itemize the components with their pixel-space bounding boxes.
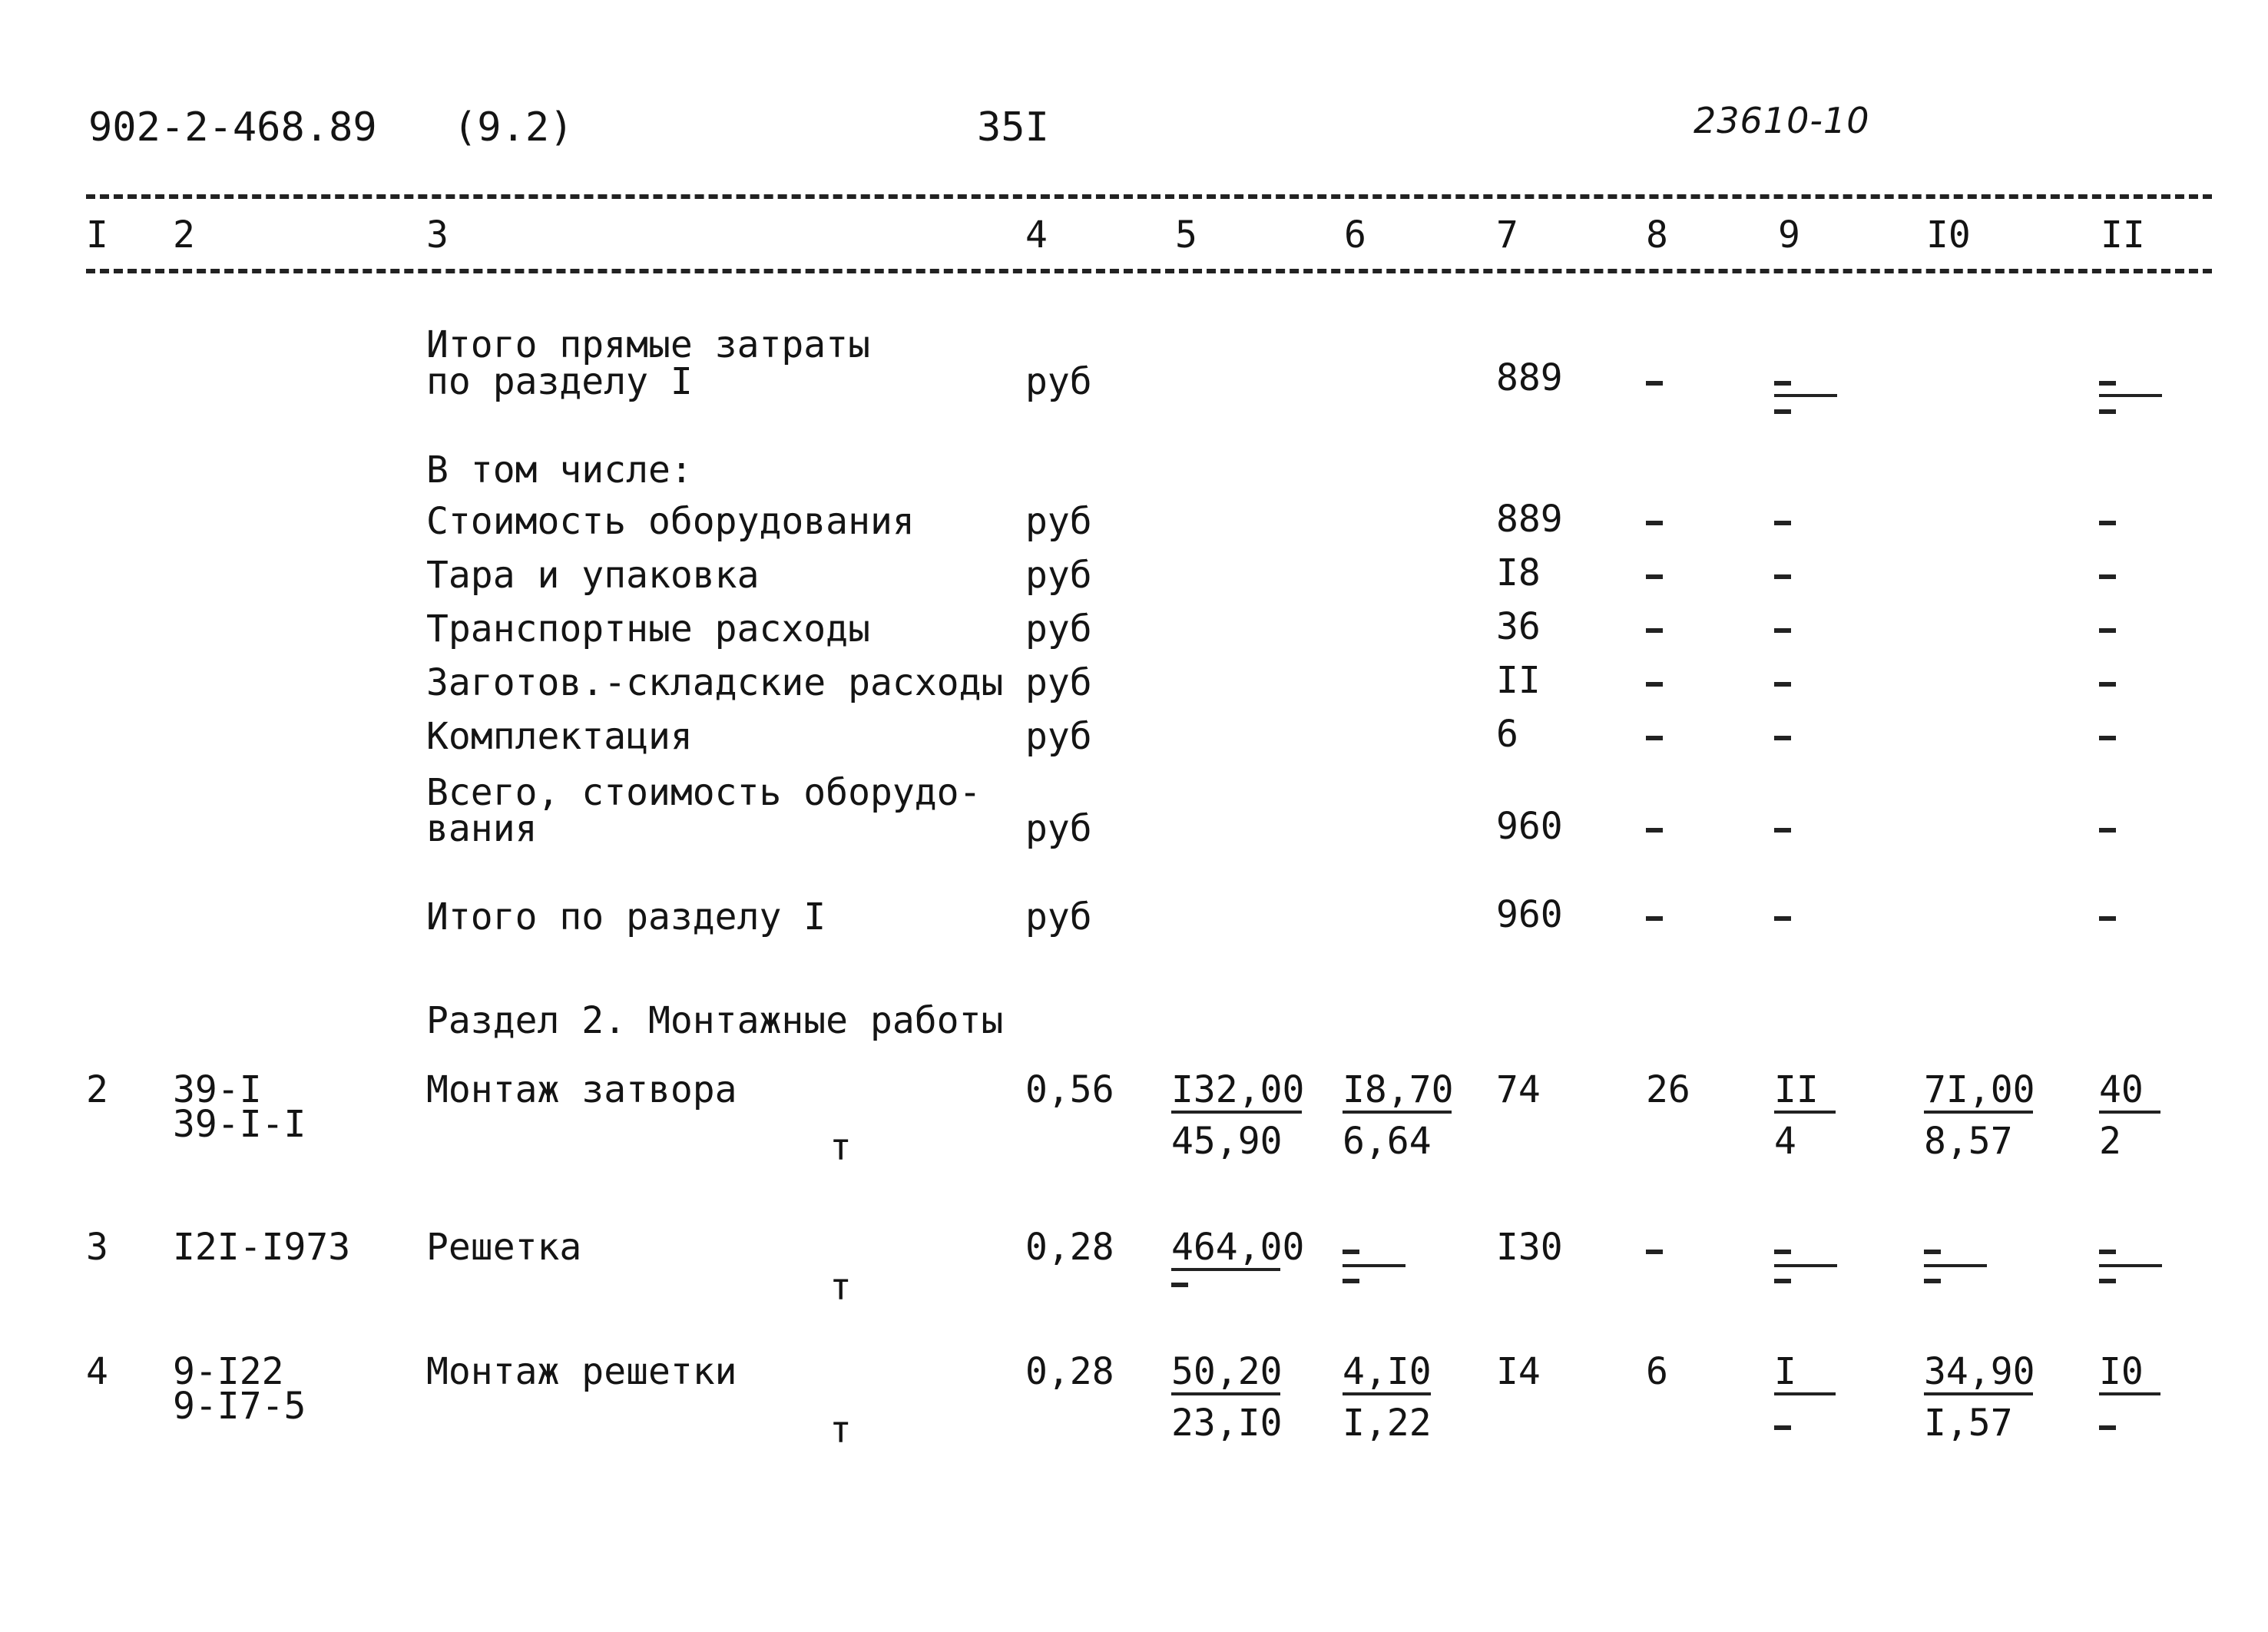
item-col7: I4 <box>1496 1350 1541 1393</box>
item-col10-top: 7I,00 <box>1924 1068 2035 1111</box>
dash-mark <box>2099 1425 2116 1430</box>
dash-mark <box>1774 521 1791 525</box>
item-col9-top: II <box>1774 1068 1819 1111</box>
item-number: 4 <box>86 1350 108 1393</box>
section-reference: (9.2) <box>453 104 574 151</box>
dash-mark <box>1646 682 1663 687</box>
dash-mark <box>1343 1250 1359 1254</box>
summary-row-name: Транспортные расходы <box>426 607 870 650</box>
item-col9-top: I <box>1774 1350 1796 1393</box>
dash-mark <box>1774 916 1791 921</box>
item-col10-bottom: I,57 <box>1924 1402 2013 1445</box>
item-col8: 26 <box>1646 1068 1690 1111</box>
dash-mark <box>1774 828 1791 833</box>
header-bottom-rule <box>86 269 2212 273</box>
dash-mark <box>1774 409 1791 414</box>
dash-mark <box>2099 574 2116 579</box>
total-equipment-value: 960 <box>1496 805 1563 848</box>
document-code: 902-2-468.89 <box>88 104 377 151</box>
dash-mark <box>1774 574 1791 579</box>
item-col10-bottom: 8,57 <box>1924 1120 2013 1163</box>
total-equipment-label-line2: вания <box>426 807 538 850</box>
total-direct-label-line2: по разделу I <box>426 360 693 403</box>
item-code: 9-I22 <box>173 1350 284 1393</box>
fraction-bar <box>1774 1392 1836 1395</box>
dash-mark <box>1924 1264 1987 1267</box>
dash-mark <box>1171 1283 1188 1287</box>
dash-mark <box>1646 916 1663 921</box>
summary-row-value: 36 <box>1496 605 1541 648</box>
dash-mark <box>2099 521 2116 525</box>
header-top-rule <box>86 194 2212 199</box>
fraction-bar <box>1924 1392 2033 1395</box>
dash-mark <box>1646 381 1663 386</box>
section-total-label: Итого по разделу I <box>426 895 826 938</box>
item-code-secondary: 39-I-I <box>173 1103 306 1146</box>
dash-mark <box>1924 1279 1941 1283</box>
item-code: 39-I <box>173 1068 262 1111</box>
item-col9-bottom: 4 <box>1774 1120 1796 1163</box>
item-col8: 6 <box>1646 1350 1668 1393</box>
dash-mark <box>1924 1250 1941 1254</box>
dash-mark <box>1646 574 1663 579</box>
dash-mark <box>1774 682 1791 687</box>
item-unit: т <box>829 1266 852 1309</box>
column-header-11: II <box>2101 214 2145 257</box>
item-name: Решетка <box>426 1226 582 1269</box>
summary-row-unit: руб <box>1025 607 1092 650</box>
item-quantity: 0,56 <box>1025 1068 1114 1111</box>
fraction-bar <box>1774 1111 1836 1114</box>
summary-row-name: Тара и упаковка <box>426 554 760 597</box>
section-total-unit: руб <box>1025 895 1092 938</box>
total-direct-value: 889 <box>1496 356 1563 399</box>
item-unit: т <box>829 1409 852 1452</box>
item-number: 3 <box>86 1226 108 1269</box>
section-total-value: 960 <box>1496 893 1563 936</box>
item-quantity: 0,28 <box>1025 1350 1114 1393</box>
column-header-1: I <box>86 214 108 257</box>
dash-mark <box>1646 628 1663 633</box>
dash-mark <box>1774 381 1791 386</box>
dash-mark <box>2099 828 2116 833</box>
item-quantity: 0,28 <box>1025 1226 1114 1269</box>
total-direct-unit: руб <box>1025 360 1092 403</box>
dash-mark <box>1774 736 1791 740</box>
item-col7: 74 <box>1496 1068 1541 1111</box>
summary-row-name: Стоимость оборудования <box>426 500 915 543</box>
item-unit: т <box>829 1126 852 1169</box>
item-code: I2I-I973 <box>173 1226 351 1269</box>
item-col5-top: 464,00 <box>1171 1226 1305 1269</box>
column-header-6: 6 <box>1344 214 1366 257</box>
fraction-bar <box>1924 1111 2033 1114</box>
column-header-2: 2 <box>173 214 195 257</box>
dash-mark <box>1343 1264 1405 1267</box>
dash-mark <box>2099 682 2116 687</box>
dash-mark <box>2099 916 2116 921</box>
dash-mark <box>2099 628 2116 633</box>
including-label: В том числе: <box>426 449 693 492</box>
fraction-bar <box>1343 1111 1452 1114</box>
item-col5-bottom: 45,90 <box>1171 1120 1283 1163</box>
item-col5-bottom: 23,I0 <box>1171 1402 1283 1445</box>
dash-mark <box>1774 394 1837 397</box>
dash-mark <box>2099 409 2116 414</box>
item-col6-top: 4,I0 <box>1343 1350 1432 1393</box>
item-name: Монтаж решетки <box>426 1350 737 1393</box>
summary-row-unit: руб <box>1025 554 1092 597</box>
fraction-bar <box>2099 1111 2160 1114</box>
section2-title: Раздел 2. Монтажные работы <box>426 999 1004 1042</box>
summary-row-unit: руб <box>1025 715 1092 758</box>
item-col7: I30 <box>1496 1226 1563 1269</box>
page-number: 35I <box>977 104 1049 151</box>
dash-mark <box>2099 381 2116 386</box>
dash-mark <box>1646 521 1663 525</box>
archive-number: 23610-10 <box>1694 100 1870 141</box>
fraction-bar <box>1171 1111 1302 1114</box>
item-col10-top: 34,90 <box>1924 1350 2035 1393</box>
item-col6-bottom: 6,64 <box>1343 1120 1432 1163</box>
summary-row-unit: руб <box>1025 500 1092 543</box>
total-equipment-label-line1: Всего, стоимость оборудо- <box>426 771 982 814</box>
item-col5-top: 50,20 <box>1171 1350 1283 1393</box>
column-header-9: 9 <box>1778 214 1800 257</box>
item-col6-top: I8,70 <box>1343 1068 1454 1111</box>
item-col11-bottom: 2 <box>2099 1120 2121 1163</box>
dash-mark <box>1646 736 1663 740</box>
item-number: 2 <box>86 1068 108 1111</box>
dash-mark <box>2099 1264 2162 1267</box>
column-header-5: 5 <box>1175 214 1197 257</box>
item-col11-top: I0 <box>2099 1350 2144 1393</box>
column-header-3: 3 <box>426 214 449 257</box>
dash-mark <box>1774 1425 1791 1430</box>
item-code-secondary: 9-I7-5 <box>173 1385 306 1428</box>
fraction-bar <box>1171 1268 1280 1271</box>
item-col6-bottom: I,22 <box>1343 1402 1432 1445</box>
dash-mark <box>1646 828 1663 833</box>
summary-row-unit: руб <box>1025 661 1092 704</box>
dash-mark <box>1774 628 1791 633</box>
dash-mark <box>1343 1279 1359 1283</box>
fraction-bar <box>1343 1392 1431 1395</box>
dash-mark <box>1774 1264 1837 1267</box>
total-equipment-unit: руб <box>1025 807 1092 850</box>
dash-mark <box>1646 1250 1663 1254</box>
dash-mark <box>1774 1279 1791 1283</box>
dash-mark <box>2099 394 2162 397</box>
total-direct-label-line1: Итого прямые затраты <box>426 323 870 366</box>
item-col11-top: 40 <box>2099 1068 2144 1111</box>
summary-row-value: 889 <box>1496 498 1563 541</box>
summary-row-value: II <box>1496 659 1541 702</box>
summary-row-value: I8 <box>1496 551 1541 594</box>
item-name: Монтаж затвора <box>426 1068 737 1111</box>
dash-mark <box>1774 1250 1791 1254</box>
dash-mark <box>2099 736 2116 740</box>
summary-row-value: 6 <box>1496 713 1518 756</box>
summary-row-name: Комплектация <box>426 715 693 758</box>
dash-mark <box>2099 1279 2116 1283</box>
column-header-8: 8 <box>1646 214 1668 257</box>
fraction-bar <box>2099 1392 2160 1395</box>
summary-row-name: Заготов.-складские расходы <box>426 661 1004 704</box>
column-header-7: 7 <box>1496 214 1518 257</box>
item-col5-top: I32,00 <box>1171 1068 1305 1111</box>
fraction-bar <box>1171 1392 1280 1395</box>
column-header-4: 4 <box>1025 214 1048 257</box>
column-header-10: I0 <box>1926 214 1971 257</box>
dash-mark <box>2099 1250 2116 1254</box>
